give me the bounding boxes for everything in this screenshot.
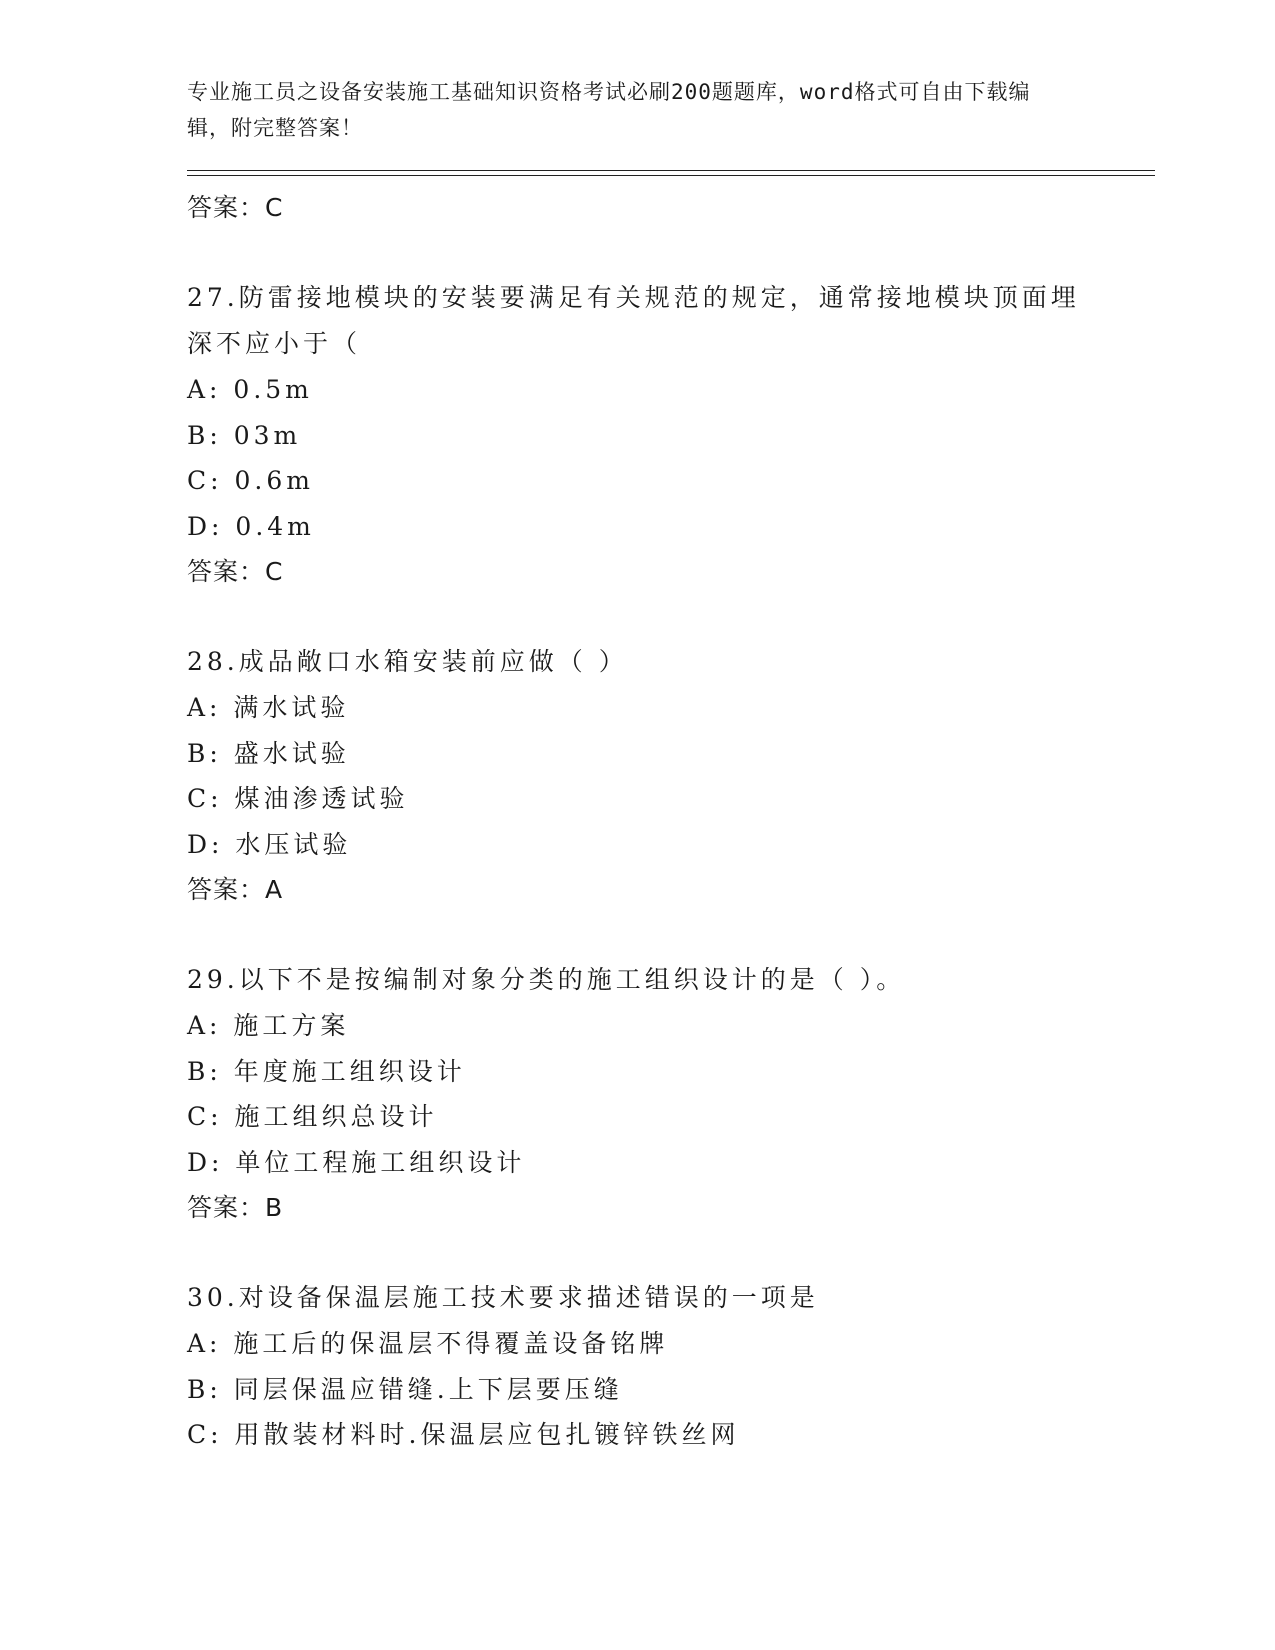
option-c: C: 0.6m <box>187 466 314 495</box>
option-c: C: 施工组织总设计 <box>187 1102 438 1131</box>
answer-line: 答案：A <box>187 875 284 904</box>
header-rule-bottom <box>187 175 1155 176</box>
option-c: C: 煤油渗透试验 <box>187 784 409 813</box>
document-body <box>187 185 1087 1458</box>
question-block <box>187 275 1087 595</box>
option-a: A: 施工后的保温层不得覆盖设备铭牌 <box>187 1329 669 1358</box>
option-b: B: 03m <box>187 420 302 450</box>
header-rule-top <box>187 170 1155 171</box>
option-d: D: 水压试验 <box>187 829 352 859</box>
question-block <box>187 957 1087 1231</box>
option-b: B: 年度施工组织设计 <box>187 1056 466 1086</box>
question-text: 27.防雷接地模块的安装要满足有关规范的规定，通常接地模块顶面埋深不应小于（ <box>187 283 1080 358</box>
question-block <box>187 639 1087 913</box>
answer-line: 答案：C <box>187 193 284 222</box>
option-d: D: 单位工程施工组织设计 <box>187 1147 526 1177</box>
option-a: A: 施工方案 <box>187 1011 350 1040</box>
option-a: A: 满水试验 <box>187 693 350 722</box>
question-text: 30.对设备保温层施工技术要求描述错误的一项是 <box>187 1283 819 1312</box>
option-b: B: 盛水试验 <box>187 738 350 768</box>
document-header: 专业施工员之设备安装施工基础知识资格考试必刷200题题库，word格式可自由下载编辑，附完整答案！ <box>187 80 1031 140</box>
option-d: D: 0.4m <box>187 511 315 541</box>
option-b: B: 同层保温应错缝.上下层要压缝 <box>187 1374 623 1404</box>
question-text: 28.成品敞口水箱安装前应做（ ） <box>187 647 628 676</box>
question-text: 29.以下不是按编制对象分类的施工组织设计的是（ ）。 <box>187 965 906 994</box>
option-a: A: 0.5m <box>187 375 313 404</box>
answer-line: 答案：B <box>187 1193 284 1222</box>
answer-line: 答案：C <box>187 557 284 586</box>
question-block <box>187 1275 1087 1458</box>
option-c: C: 用散装材料时.保温层应包扎镀锌铁丝网 <box>187 1420 740 1449</box>
